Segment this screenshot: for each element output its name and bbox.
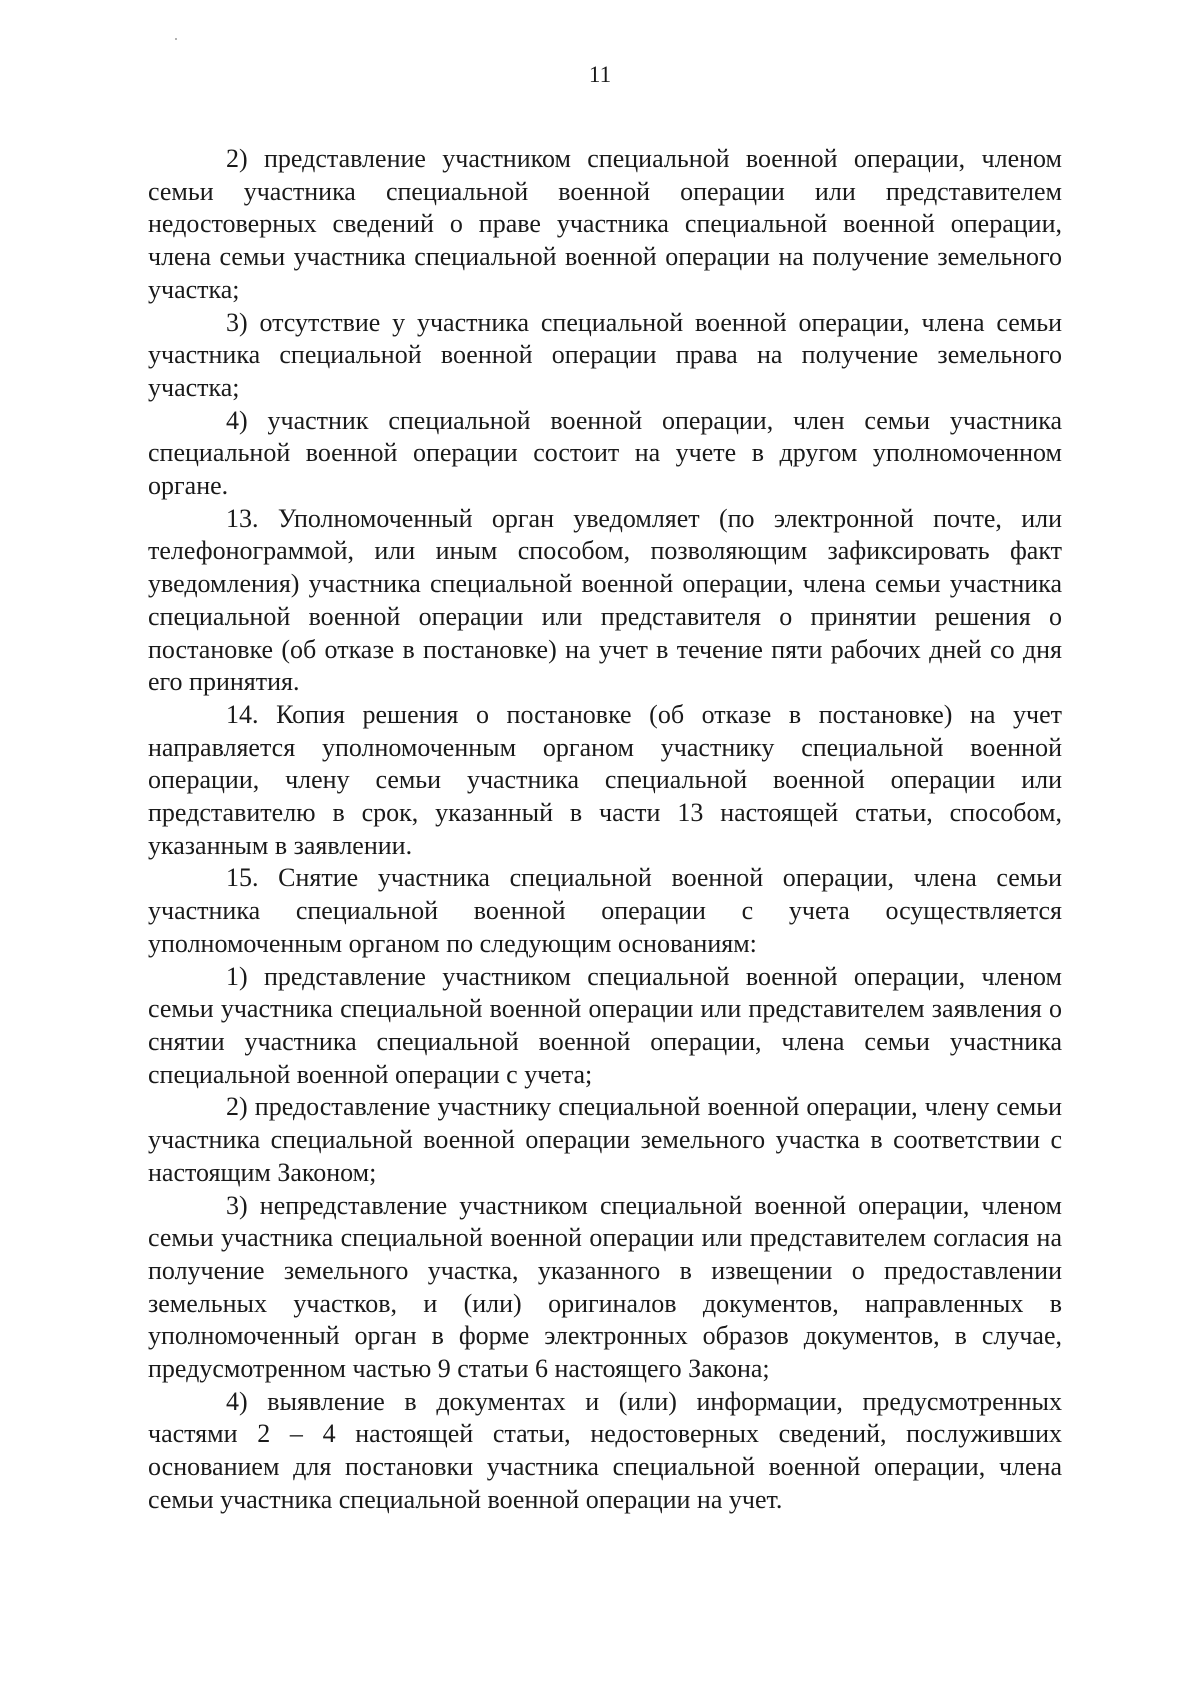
paragraph-item-2-false-info: 2) представление участником специальной военной операции, членом семьи участника специальной военной операции или представителем недостоверных сведений о праве участника специальной военной операции, члена семьи участника специальной военной операции на получение земельного участка;	[148, 144, 1062, 304]
paragraph-part-13: 13. Уполномоченный орган уведомляет (по электронной почте, или телефонограммой, или иным способом, позволяющим зафиксировать факт уведомления) участника специальной военной операции, члена семьи участника специальной военной операции или представителя о принятии решения о постановке (об отказе в постановке) на учет в течение пяти рабочих дней со дня его принятия.	[148, 503, 1062, 697]
paragraph-item-2-land-provided: 2) предоставление участнику специальной военной операции, члену семьи участника специальной военной операции земельного участка в соответствии с настоящим Законом;	[148, 1092, 1062, 1187]
paragraph-part-15: 15. Снятие участника специальной военной операции, члена семьи участника специальной военной операции с учета осуществляется уполномоченным органом по следующим основаниям:	[148, 863, 1062, 958]
paragraph-part-14: 14. Копия решения о постановке (об отказе в постановке) на учет направляется уполномоченным органом участнику специальной военной операции, члену семьи участника специальной военной операции или представителю в срок, указанный в части 13 настоящей статьи, способом, указанным в заявлении.	[148, 699, 1062, 860]
paragraph-item-4-false-info-detected: 4) выявление в документах и (или) информации, предусмотренных частями 2 – 4 настоящей статьи, недостоверных сведений, послуживших основанием для постановки участника специальной военной операции, члена семьи участника специальной военной операции на учет.	[148, 1386, 1062, 1514]
paragraph-item-4-other-organ: 4) участник специальной военной операции, член семьи участника специальной военной операции состоит на учете в другом уполномоченном органе.	[148, 405, 1062, 501]
page-number: 11	[588, 62, 612, 87]
scan-speck	[175, 38, 177, 40]
paragraph-item-1-application: 1) представление участником специальной военной операции, членом семьи участника специальной военной операции или представителем заявления о снятии участника специальной военной операции, члена семьи участника специальной военной операции с учета;	[148, 961, 1062, 1089]
paragraph-item-3-no-right: 3) отсутствие у участника специальной военной операции, члена семьи участника специальной военной операции права на получение земельного участка;	[148, 307, 1062, 402]
paragraph-item-3-no-consent: 3) непредставление участником специальной военной операции, членом семьи участника специальной военной операции или представителем согласия на получение земельного участка, указанного в извещении о предоставлении земельных участков, и (или) оригиналов документов, направленных в уполномоченный орган в форме электронных образов документов, в случае, предусмотренном частью 9 статьи 6 настоящего Закона;	[148, 1190, 1062, 1384]
document-body	[148, 143, 1062, 1517]
